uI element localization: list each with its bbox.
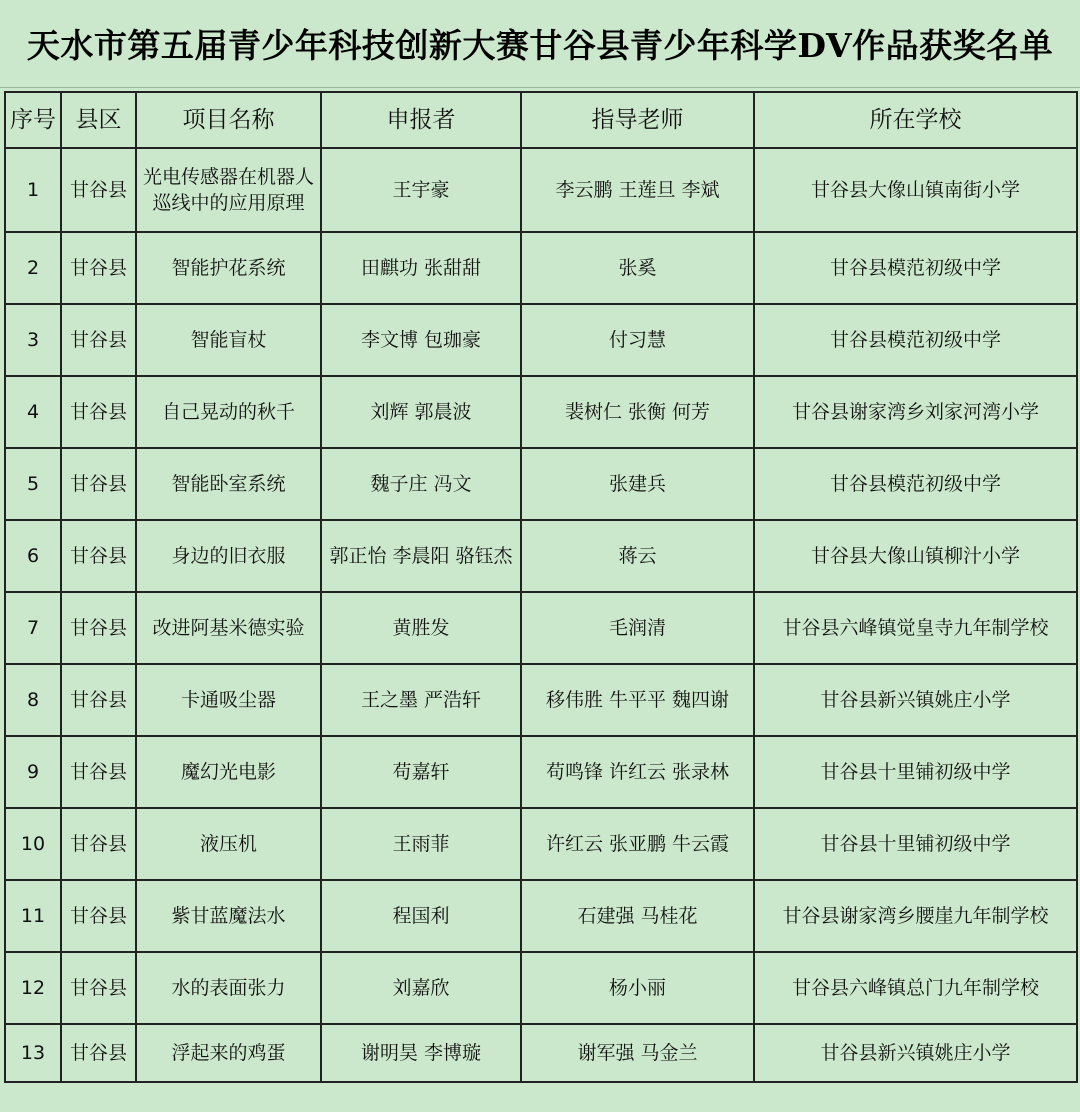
cell-project: 智能护花系统 [136,232,321,304]
cell-no: 1 [5,148,61,232]
cell-county: 甘谷县 [61,520,136,592]
header-county: 县区 [61,92,136,148]
cell-applicant: 程国利 [321,880,521,952]
cell-no: 10 [5,808,61,880]
cell-no: 7 [5,592,61,664]
table-row [5,148,1077,232]
cell-applicant: 王雨菲 [321,808,521,880]
cell-project: 智能盲杖 [136,304,321,376]
cell-county: 甘谷县 [61,736,136,808]
cell-school: 甘谷县大像山镇南街小学 [754,148,1077,232]
cell-project: 浮起来的鸡蛋 [136,1024,321,1082]
cell-mentor: 移伟胜 牛平平 魏四谢 [521,664,754,736]
cell-no: 5 [5,448,61,520]
table-row [5,880,1077,952]
cell-county: 甘谷县 [61,952,136,1024]
table-row [5,304,1077,376]
cell-mentor: 许红云 张亚鹏 牛云霞 [521,808,754,880]
cell-project: 卡通吸尘器 [136,664,321,736]
cell-project: 水的表面张力 [136,952,321,1024]
cell-mentor: 石建强 马桂花 [521,880,754,952]
page-title: 天水市第五届青少年科技创新大赛甘谷县青少年科学DV作品获奖名单 [26,26,1054,65]
table-row [5,664,1077,736]
cell-school: 甘谷县新兴镇姚庄小学 [754,664,1077,736]
cell-applicant: 谢明昊 李博璇 [321,1024,521,1082]
cell-project: 光电传感器在机器人巡线中的应用原理 [136,148,321,232]
cell-county: 甘谷县 [61,148,136,232]
table-row [5,736,1077,808]
header-school: 所在学校 [754,92,1077,148]
table-row [5,808,1077,880]
cell-project: 液压机 [136,808,321,880]
cell-no: 11 [5,880,61,952]
cell-school: 甘谷县新兴镇姚庄小学 [754,1024,1077,1082]
table-row [5,592,1077,664]
cell-county: 甘谷县 [61,664,136,736]
cell-school: 甘谷县模范初级中学 [754,448,1077,520]
cell-school: 甘谷县大像山镇柳汁小学 [754,520,1077,592]
cell-project: 紫甘蓝魔法水 [136,880,321,952]
cell-mentor: 李云鹏 王莲旦 李斌 [521,148,754,232]
cell-no: 4 [5,376,61,448]
title-bar [0,0,1080,88]
header-applicant: 申报者 [321,92,521,148]
cell-school: 甘谷县谢家湾乡刘家河湾小学 [754,376,1077,448]
cell-no: 8 [5,664,61,736]
cell-mentor: 裴树仁 张衡 何芳 [521,376,754,448]
cell-mentor: 苟鸣锋 许红云 张录林 [521,736,754,808]
cell-no: 13 [5,1024,61,1082]
cell-applicant: 黄胜发 [321,592,521,664]
cell-mentor: 张建兵 [521,448,754,520]
cell-mentor: 付习慧 [521,304,754,376]
header-row [5,92,1077,148]
header-no: 序号 [5,92,61,148]
cell-mentor: 蒋云 [521,520,754,592]
cell-project: 自己晃动的秋千 [136,376,321,448]
cell-school: 甘谷县十里铺初级中学 [754,808,1077,880]
cell-applicant: 王之墨 严浩轩 [321,664,521,736]
table-row [5,376,1077,448]
cell-applicant: 刘嘉欣 [321,952,521,1024]
cell-school: 甘谷县六峰镇觉皇寺九年制学校 [754,592,1077,664]
cell-no: 6 [5,520,61,592]
cell-county: 甘谷县 [61,448,136,520]
cell-applicant: 苟嘉轩 [321,736,521,808]
cell-county: 甘谷县 [61,1024,136,1082]
cell-county: 甘谷县 [61,592,136,664]
cell-applicant: 魏子庄 冯文 [321,448,521,520]
cell-mentor: 张奚 [521,232,754,304]
cell-county: 甘谷县 [61,376,136,448]
table-row [5,952,1077,1024]
cell-mentor: 谢军强 马金兰 [521,1024,754,1082]
table-row [5,1024,1077,1082]
cell-no: 2 [5,232,61,304]
award-table [4,91,1078,1083]
cell-school: 甘谷县模范初级中学 [754,304,1077,376]
cell-county: 甘谷县 [61,808,136,880]
cell-project: 智能卧室系统 [136,448,321,520]
cell-applicant: 李文博 包珈豪 [321,304,521,376]
cell-county: 甘谷县 [61,304,136,376]
header-mentor: 指导老师 [521,92,754,148]
cell-project: 魔幻光电影 [136,736,321,808]
cell-applicant: 刘辉 郭晨波 [321,376,521,448]
cell-no: 3 [5,304,61,376]
cell-school: 甘谷县六峰镇总门九年制学校 [754,952,1077,1024]
cell-no: 12 [5,952,61,1024]
cell-project: 身边的旧衣服 [136,520,321,592]
cell-project: 改进阿基米德实验 [136,592,321,664]
cell-county: 甘谷县 [61,232,136,304]
table-row [5,520,1077,592]
cell-county: 甘谷县 [61,880,136,952]
cell-applicant: 郭正怡 李晨阳 骆钰杰 [321,520,521,592]
cell-mentor: 毛润清 [521,592,754,664]
table-row [5,232,1077,304]
table-row [5,448,1077,520]
header-project: 项目名称 [136,92,321,148]
cell-no: 9 [5,736,61,808]
cell-school: 甘谷县谢家湾乡腰崖九年制学校 [754,880,1077,952]
cell-school: 甘谷县十里铺初级中学 [754,736,1077,808]
cell-mentor: 杨小丽 [521,952,754,1024]
cell-applicant: 田麒功 张甜甜 [321,232,521,304]
cell-applicant: 王宇豪 [321,148,521,232]
cell-school: 甘谷县模范初级中学 [754,232,1077,304]
